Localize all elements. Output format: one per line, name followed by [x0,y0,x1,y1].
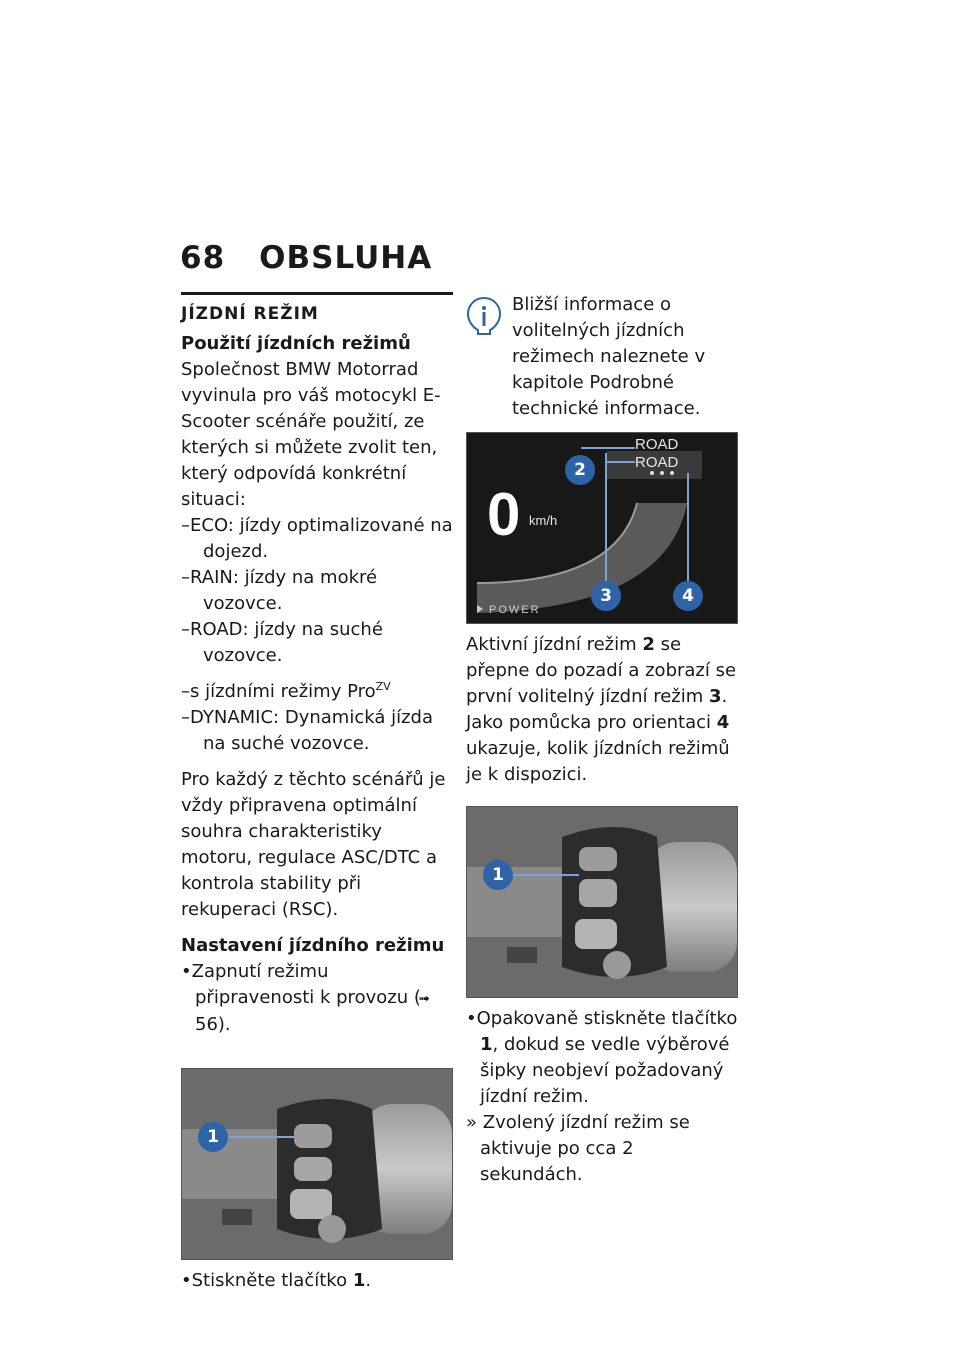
page-reference-arrow-icon: ➟ [417,991,430,1007]
handlebar-switch-figure [181,1068,453,1260]
callout-line [228,1136,294,1138]
button-number: 1 [352,1270,366,1291]
display-text-4: ukazuje, kolik jízdních režimů je k dispozici. [466,738,730,785]
intro-paragraph: Společnost BMW Motorrad vyvinula pro váš motocykl E-Scooter scénáře použití, ze kterých si můžete zvolit ten, který odpovídá konkrétní situaci: [181,359,441,510]
subheading-setting: Nastavení jízdního režimu [181,935,445,956]
bullet-press-text: •Stiskněte tlačítko [181,1270,353,1291]
optional-equipment-mark: ZV [375,680,391,693]
mode-rain: –RAIN: jízdy na mokré vozovce. [181,567,378,614]
handlebar-switch-illustration-2 [467,807,737,997]
display-text-2: se přepne do pozadí a zobrazí se první volitelný jízdní režim [466,634,737,707]
section-title: JÍZDNÍ REŽIM [181,304,319,324]
callout-badge-3: 3 [591,581,621,611]
bullet-repeat-press [466,1006,738,1110]
page-reference-link[interactable]: 56 [195,1014,218,1035]
info-text: Bližší informace o volitelných jízdních režimech naleznete v kapitole Podrobné technické informace. [512,294,706,419]
button-number: 1 [480,1034,493,1055]
subheading-usage: Použití jízdních režimů [181,333,411,354]
ref-number-3: 3 [708,686,722,707]
info-note [466,292,738,422]
callout-badge: 1 [198,1122,228,1152]
section-rule [181,292,453,295]
bullet-press-button [181,1268,453,1294]
ref-number-2: 2 [642,634,655,655]
page-number: 68 [180,240,226,276]
pro-modes-item [181,679,453,705]
tft-display-figure [466,432,738,624]
info-icon [466,296,502,336]
bullet-ready-mode [181,959,453,1038]
page-header [180,240,432,276]
chapter-title: OBSLUHA [259,240,433,276]
callout-line [513,874,579,876]
paragraph-display-explanation [466,632,738,788]
result-item: » Zvolený jízdní režim se aktivuje po cca 2 sekundách. [466,1112,690,1185]
repeat-text-2: , dokud se vedle výběrové šipky neobjeví požadovaný jízdní režim. [480,1034,730,1107]
mode-dynamic: –DYNAMIC: Dynamická jízda na suché vozovce. [181,707,433,754]
bullet-press-end: . [365,1270,372,1291]
callout-badge: 1 [483,860,513,890]
repeat-text-1: •Opakovaně stiskněte tlačítko [466,1008,738,1029]
mode-road: –ROAD: jízdy na suché vozovce. [181,619,383,666]
active-mode-label: ROAD [635,436,679,453]
power-label: POWER [489,604,541,616]
left-column [181,292,453,1294]
paragraph-scenarios: Pro každý z těchto scénářů je vždy připravena optimální souhra charakteristiky motoru, regulace ASC/DTC a kontrola stability při rekuperaci (RSC). [181,769,446,920]
handlebar-switch-figure-2 [466,806,738,998]
callout-line [605,461,635,463]
ref-number-4: 4 [716,712,730,733]
callout-badge-4: 4 [673,581,703,611]
callout-line [581,447,635,449]
mode-eco: –ECO: jízdy optimalizované na dojezd. [181,515,453,562]
handlebar-switch-illustration [182,1069,452,1259]
callout-line [687,473,689,581]
speed-unit: km/h [529,513,558,528]
bullet-ready-end: ). [217,1014,231,1035]
selectable-mode-label: ROAD [635,454,679,471]
display-text-3: . Jako pomůcka pro orientaci [466,686,728,733]
callout-line [605,453,607,581]
speed-readout: 0 [487,481,521,548]
callout-badge-2: 2 [565,455,595,485]
bullet-ready-text: •Zapnutí režimu připravenosti k provozu ( [181,961,421,1008]
display-text-1: Aktivní jízdní režim [466,634,643,655]
pro-modes-text: –s jízdními režimy Pro [181,681,376,702]
right-column [466,292,738,1188]
